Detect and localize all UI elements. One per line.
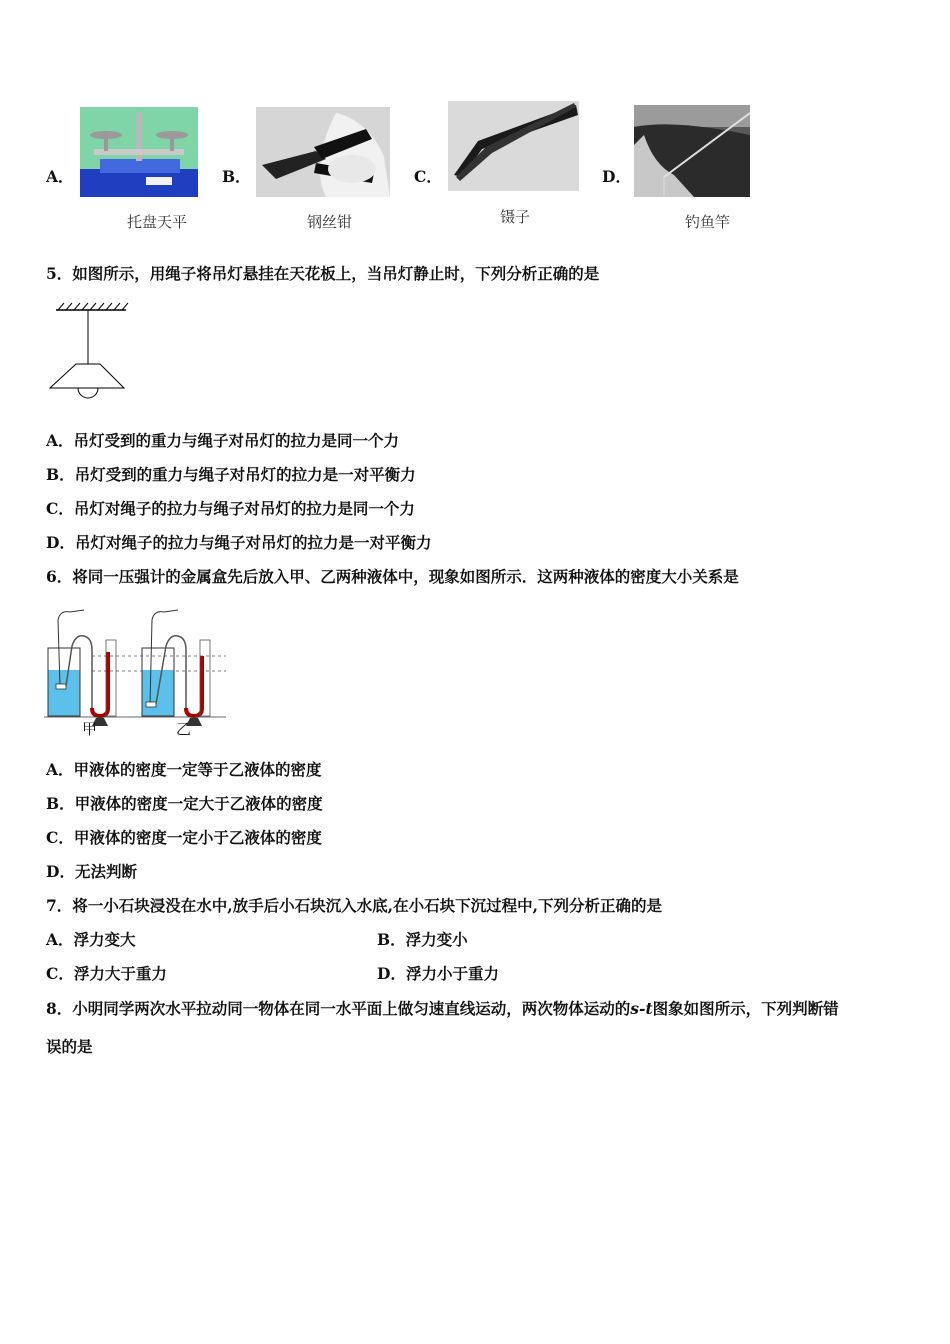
q4-option-c-caption: 镊子: [500, 208, 531, 226]
hanging-lamp-figure: [46, 300, 136, 410]
fishing-rod-image: [634, 105, 750, 197]
q8-stem-part1: 8．小明同学两次水平拉动同一物体在同一水平面上做匀速直线运动，两次物体运动的: [46, 999, 631, 1018]
q6-option-a: A．甲液体的密度一定等于乙液体的密度: [46, 760, 322, 779]
wire-pliers-image: [256, 107, 390, 197]
tweezers-image: [448, 101, 579, 191]
q6-stem: 6．将同一压强计的金属盒先后放入甲、乙两种液体中，现象如图所示．这两种液体的密度大小关系是: [46, 567, 739, 586]
q6-option-d: D．无法判断: [46, 862, 137, 881]
q7-option-b: B．浮力变小: [377, 930, 468, 949]
q6-figure-label-jia: 甲: [82, 720, 98, 738]
q6-figure-label-yi: 乙: [176, 720, 192, 738]
q6-option-b: B．甲液体的密度一定大于乙液体的密度: [46, 794, 323, 813]
q4-option-d-caption: 钓鱼竿: [685, 213, 731, 231]
q4-option-b-caption: 钢丝钳: [307, 213, 353, 231]
q7-option-c: C．浮力大于重力: [46, 964, 167, 983]
q8-stem-part2: 图象如图所示，下列判断错: [652, 999, 839, 1018]
q4-option-c-letter: C．: [414, 167, 442, 186]
q6-option-c: C．甲液体的密度一定小于乙液体的密度: [46, 828, 322, 847]
q5-stem: 5．如图所示，用绳子将吊灯悬挂在天花板上，当吊灯静止时，下列分析正确的是: [46, 264, 600, 283]
q4-option-a-caption: 托盘天平: [127, 213, 188, 231]
q7-stem: 7．将一小石块浸没在水中,放手后小石块沉入水底,在小石块下沉过程中,下列分析正确的是: [46, 896, 662, 915]
q7-option-a: A．浮力变大: [46, 930, 136, 949]
q4-option-d-letter: D．: [602, 167, 631, 186]
q5-option-d: D．吊灯对绳子的拉力与绳子对吊灯的拉力是一对平衡力: [46, 533, 432, 552]
q4-option-a-letter: A．: [46, 167, 74, 186]
q5-option-a: A．吊灯受到的重力与绳子对吊灯的拉力是同一个力: [46, 431, 400, 450]
q8-stem-line2: 误的是: [46, 1037, 93, 1056]
pressure-gauge-figure: [44, 600, 226, 740]
q4-option-b-letter: B．: [222, 167, 251, 186]
q7-option-d: D．浮力小于重力: [377, 964, 499, 983]
q8-stem-line1: [46, 997, 839, 1019]
balance-scale-image: [80, 107, 198, 197]
q5-option-c: C．吊灯对绳子的拉力与绳子对吊灯的拉力是同一个力: [46, 499, 415, 518]
q8-stem-var: s-t: [630, 999, 653, 1018]
q5-option-b: B．吊灯受到的重力与绳子对吊灯的拉力是一对平衡力: [46, 465, 416, 484]
